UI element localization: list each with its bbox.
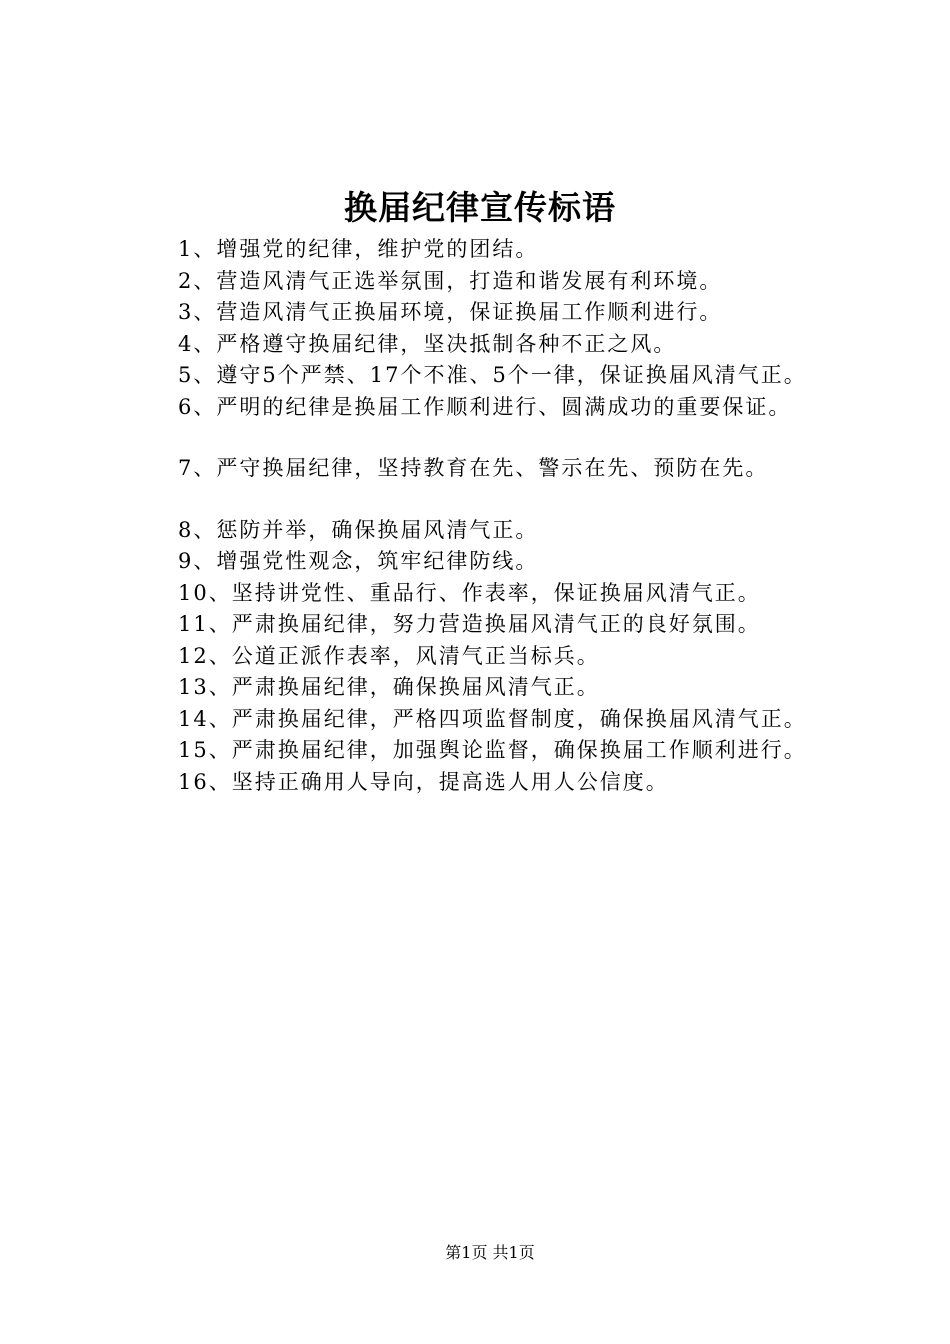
slogan-item-13: 13、严肃换届纪律，确保换届风清气正。 xyxy=(178,675,600,699)
slogan-item-4: 4、严格遵守换届纪律，坚决抵制各种不正之风。 xyxy=(178,331,677,356)
document-title: 换届纪律宣传标语 xyxy=(344,188,616,227)
slogan-item-11: 11、严肃换届纪律，努力营造换届风清气正的良好氛围。 xyxy=(178,612,761,636)
slogan-item-16: 16、坚持正确用人导向，提高选人用人公信度。 xyxy=(178,769,669,794)
slogan-item-15: 15、严肃换届纪律，加强舆论监督，确保换届工作顺利进行。 xyxy=(178,738,807,762)
slogan-item-6: 6、严明的纪律是换届工作顺利进行、圆满成功的重要保证。 xyxy=(178,394,792,419)
slogan-item-2: 2、营造风清气正选举氛围，打造和谐发展有利环境。 xyxy=(178,268,723,293)
slogan-list xyxy=(130,234,850,798)
slogan-item-10: 10、坚持讲党性、重品行、作表率，保证换届风清气正。 xyxy=(178,580,761,605)
slogan-item-14: 14、严肃换届纪律，严格四项监督制度，确保换届风清气正。 xyxy=(178,706,807,731)
slogan-item-12: 12、公道正派作表率，风清气正当标兵。 xyxy=(178,643,600,668)
slogan-item-8: 8、惩防并举，确保换届风清气正。 xyxy=(178,517,539,542)
page-footer: 第1页 共1页 xyxy=(445,1243,535,1262)
slogan-item-5: 5、遵守5个严禁、17个不准、5个一律，保证换届风清气正。 xyxy=(178,363,807,387)
slogan-item-9: 9、增强党性观念，筑牢纪律防线。 xyxy=(178,549,539,573)
slogan-item-7: 7、严守换届纪律，坚持教育在先、警示在先、预防在先。 xyxy=(178,456,769,480)
slogan-item-1: 1、增强党的纪律，维护党的团结。 xyxy=(178,237,539,261)
slogan-item-3: 3、营造风清气正换届环境，保证换届工作顺利进行。 xyxy=(178,300,723,324)
